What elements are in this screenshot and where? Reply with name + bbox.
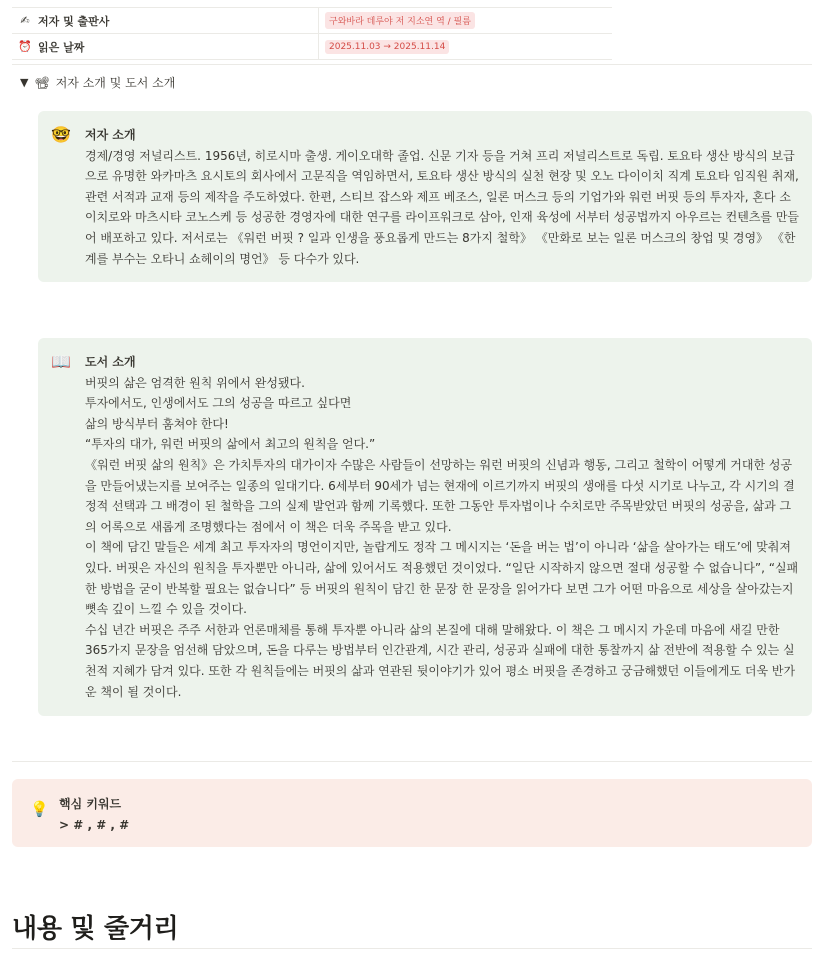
property-label: 읽은 날짜 xyxy=(38,40,85,54)
author-callout-title: 저자 소개 xyxy=(85,128,136,142)
book-line: 삶의 방식부터 훔쳐야 한다! xyxy=(85,416,229,431)
keyword-callout-title: 핵심 키워드 xyxy=(59,797,122,811)
writing-hand-icon: ✍ xyxy=(20,14,30,27)
camera-icon: 📽 xyxy=(34,75,50,90)
divider xyxy=(12,948,812,949)
grinning-face-icon: 🤓 xyxy=(51,125,71,144)
property-key xyxy=(12,8,319,33)
open-book-icon: 📖 xyxy=(51,352,71,371)
book-line: 버핏의 삶은 엄격한 원칙 위에서 완성됐다. xyxy=(85,375,305,390)
book-line: 《워런 버핏 삶의 원칙》은 가치투자의 대가이자 수많은 사람들이 선망하는 워런 버핏의 신념과 행동, 그리고 철학이 어떻게 거대한 성공을 만들어냈는지를 보여주는 일종의 일대기다. 6세부터 90세가 넘는 현재에 이르기까지 버핏의 생애를 다섯 시기로 나누고, 각 시기의 결정적 선택과 그 배경이 된 철학을 그의 실제 발언과 함께 기록했다. 또한 그동안 투자법이나 수치로만 주목받았던 버핏의 성공을, 삶과 그의 어록으로 새롭게 조명했다는 점에서 이 책은 더욱 주목을 받고 있다. xyxy=(85,457,795,534)
author-callout-text: 경제/경영 저널리스트. 1956년, 히로시마 출생. 게이오대학 졸업. 신문 기자 등을 거쳐 프리 저널리스트로 독립. 토요타 생산 방식의 보급으로 유명한 와카마츠 요시토의 회사에서 고문직을 역임하면서, 토요타 생산 방식의 실천 현장 및 오노 다이이치 직계 토요타 임직원 취재, 관련 서적과 교재 등의 제작을 주도하였다. 한편, 스티브 잡스와 제프 베조스, 일론 머스크 등의 기업가와 워런 버핏 등의 투자자, 혼다 소이치로와 마츠시타 코노스케 등 성공한 경영자에 대한 연구를 라이프워크로 삼아, 인재 육성에 서부터 성공법까지 아우르는 컨텐츠를 만들어 배포하고 있다. 저서로는 《워런 버핏 ? 일과 인생을 풍요롭게 만드는 8가지 철학》 《만화로 보는 일론 머스크의 창업 및 경영》 《한계를 부수는 오타니 쇼헤이의 명언》 등 다수가 있다. xyxy=(85,148,800,266)
section-heading: 내용 및 줄거리 xyxy=(12,914,179,944)
keyword-callout-text: > # , # , # xyxy=(59,817,130,832)
property-label: 저자 및 출판사 xyxy=(38,14,110,28)
divider xyxy=(12,761,812,762)
property-row-author[interactable] xyxy=(12,7,612,34)
toggle-triangle-icon[interactable]: ▼ xyxy=(20,76,29,89)
alarm-clock-icon: ⏰ xyxy=(18,40,32,53)
read-date-tag: 2025.11.03 → 2025.11.14 xyxy=(325,40,449,54)
property-row-date[interactable] xyxy=(12,34,612,60)
property-value[interactable] xyxy=(319,34,612,59)
book-line: 이 책에 담긴 말들은 세계 최고 투자자의 명언이지만, 놀랍게도 정작 그 메시지는 ‘돈을 버는 법’이 아니라 ‘삶을 살아가는 태도’에 맞춰져 있다. 버핏은 자신의 원칙을 투자뿐만 아니라, 삶에 있어서도 적용했던 것이었다. “일단 시작하지 않으면 절대 성공할 수 없습니다”, “실패한 방법을 굳이 반복할 필요는 없습니다” 등 버핏의 원칙이 담긴 한 문장 한 문장을 읽어가다 보면 그가 어떤 마음으로 세상을 살아갔는지 뼛속 깊이 느낄 수 있을 것이다. xyxy=(85,540,799,617)
book-line: 투자에서도, 인생에서도 그의 성공을 따르고 싶다면 xyxy=(85,396,352,411)
property-key xyxy=(12,34,319,59)
book-line: “투자의 대가, 워런 버핏의 삶에서 최고의 원칙을 얻다.” xyxy=(85,437,376,452)
light-bulb-icon: 💡 xyxy=(30,800,49,818)
divider xyxy=(12,64,812,65)
author-callout xyxy=(38,111,812,282)
book-callout xyxy=(38,338,812,716)
book-line: 수십 년간 버핏은 주주 서한과 언론매체를 통해 투자뿐 아니라 삶의 본질에 대해 말해왔다. 이 책은 그 메시지 가운데 마음에 새길 만한 365가지 문장을 엄선해 담았으며, 돈을 다루는 방법부터 인간관계, 시간 관리, 성공과 실패에 대한 통찰까지 삶 전반에 적용할 수 있는 실천적 지혜가 담겨 있다. 또한 각 원칙들에는 버핏의 삶과 연관된 뒷이야기가 있어 평소 버핏을 존경하고 궁금해했던 이들에게도 더욱 반가운 책이 될 것이다. xyxy=(85,622,796,699)
book-callout-title: 도서 소개 xyxy=(85,355,136,369)
property-value[interactable] xyxy=(319,8,612,33)
keyword-callout xyxy=(12,779,812,847)
toggle-label: 저자 소개 및 도서 소개 xyxy=(55,76,176,90)
author-publisher-tag: 구와바라 데루야 저 지소연 역 / 필름 xyxy=(325,12,475,29)
toggle-author-book-intro[interactable] xyxy=(20,74,175,91)
properties-table xyxy=(12,7,612,60)
